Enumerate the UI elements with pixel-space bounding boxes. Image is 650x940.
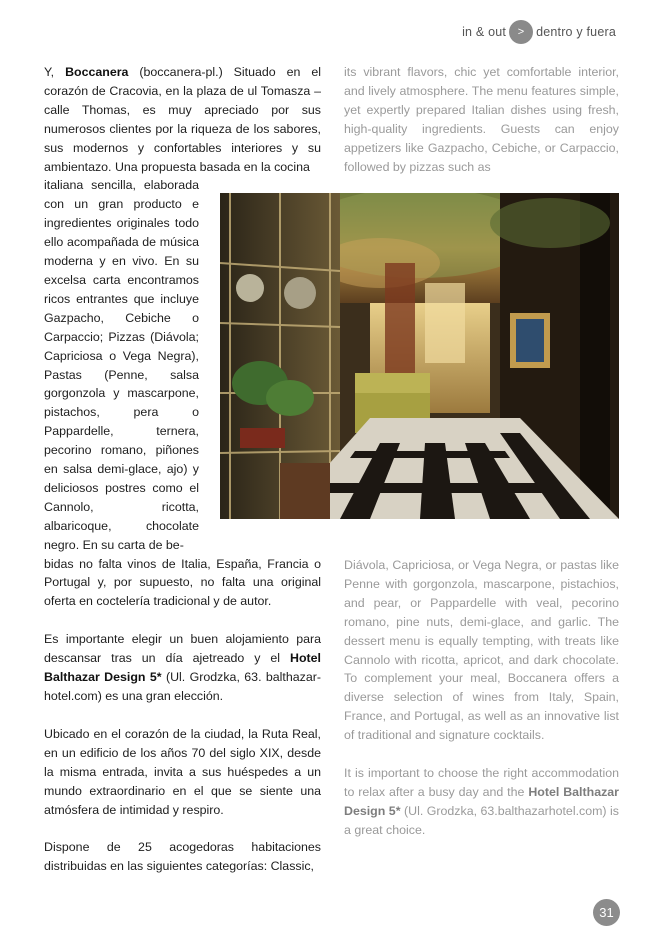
right-paragraph-2: It is important to choose the right accommodation to relax after a busy day and the Hotel Balthazar Design 5* (Ul. Grodzka, 63.balthazarhotel.com) is a great choice. [344,766,619,837]
page-number: 31 [593,899,620,926]
right-column-bottom [344,556,619,840]
left-paragraph-1: Y, Boccanera (boccanera-pl.) Situado en el corazón de Cracovia, en la plaza de ul Tomasza – calle Thomas, es muy apreciado por sus numerosos clientes por la riqueza de los sabores, sus modernos y confortables interiores y su ambientazo. Una propuesta basada en la cocina [44,65,321,174]
left-paragraph-1-end: bidas no falta vinos de Italia, España, Francia o Portugal y, por supuesto, no falta una original oferta en coctelería tradicional y de autor. [44,556,321,609]
left-paragraph-3: Ubicado en el corazón de la ciudad, la Ruta Real, en un edificio de los años 70 del siglo XIX, desde la misma entrada, invita a sus huéspedes a un mundo extraordinario en el que se siente una atmósfera de intimidad y respiro. [44,726,321,817]
restaurant-interior-photo [220,193,619,519]
right-column-top [344,63,619,176]
left-paragraph-4: Dispone de 25 acogedoras habitaciones distribuidas en las siguientes categorías: Classic, [44,840,321,874]
left-paragraph-1-wrap: italiana sencilla, elaborada con un gran producto e ingredientes originales todo ello acompañada de música moderna y en vivo. En su excelsa carta encontramos ricos entrantes que incluye Gazpacho, Cebiche o Carpaccio; Pizzas (Diávola; Capriciosa o Vega Negra), Pastas (Penne, salsa gorgonzola y mascarpone, pistachos, pera o Pappardelle, ternera, pecorino romano, piñones en salsa demi-glace, ajo) y deliciosos postres como el Cannolo, ricotta, albaricoque, chocolate negro. En su carta de be- [44,178,199,552]
right-paragraph-top: its vibrant flavors, chic yet comfortable interior, and lively atmosphere. The menu features simple, yet expertly prepared Italian dishes using fresh, high-quality ingredients. Guests can enjoy appetizers like Gazpacho, Cebiche, or Carpaccio, followed by pizzas such as [344,65,619,174]
hotel-name-en: Hotel Balthazar Design 5* [344,784,619,818]
header-in-out: in & out [462,25,507,39]
hotel-name-es: Hotel Balthazar Design 5* [44,651,321,685]
header-arrow-badge: > [509,20,533,44]
header-dentro-y-fuera: dentro y fuera [536,25,616,39]
section-header [462,20,616,44]
restaurant-name: Boccanera [65,65,129,79]
right-paragraph-1: Diávola, Capriciosa, or Vega Negra, or pastas like Penne with gorgonzola, mascarpone, pistachios, and pear, or Pappardelle with veal, pecorino romano, pine nuts, demi-glace, and garlic. The dessert menu is equally tempting, with treats like Cannolo with ricotta, apricot, and dark chocolate. To complement your meal, Boccanera offers a diverse selection of wines from Italy, Spain, France, and Portugal, as well as an innovative list of traditional and signature cocktails. [344,558,619,743]
left-paragraph-2: Es importante elegir un buen alojamiento para descansar tras un día ajetreado y el Hotel Balthazar Design 5* (Ul. Grodzka, 63. balthazar-hotel.com) es una gran elección. [44,632,321,703]
